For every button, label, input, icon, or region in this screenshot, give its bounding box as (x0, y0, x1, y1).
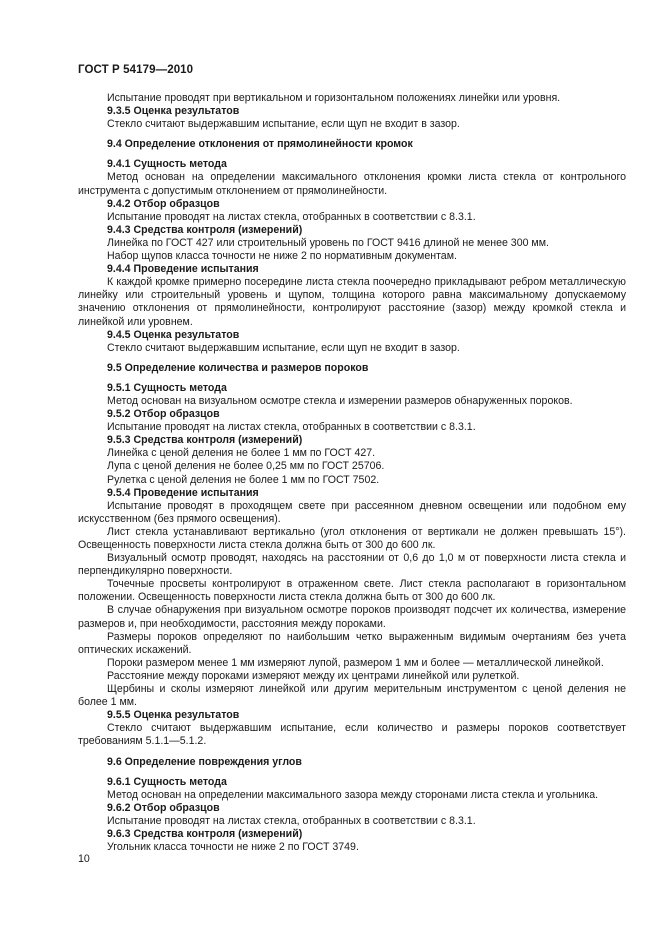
paragraph: Визуальный осмотр проводят, находясь на расстоянии от 0,6 до 1,0 м от поверхности листа стекла и перпендикулярно поверхности. (78, 552, 626, 578)
section-heading: 9.5 Определение количества и размеров пороков (107, 361, 369, 374)
paragraph: Испытание проводят на листах стекла, отобранных в соответствии с 8.3.1. (107, 210, 476, 223)
paragraph: Рулетка с ценой деления не более 1 мм по ГОСТ 7502. (107, 473, 380, 486)
section-heading: 9.4.3 Средства контроля (измерений) (107, 223, 303, 236)
paragraph: Испытание проводят на листах стекла, отобранных в соответствии с 8.3.1. (107, 421, 476, 434)
section-heading: 9.5.1 Сущность метода (107, 381, 227, 394)
section-heading: 9.5.3 Средства контроля (измерений) (107, 434, 303, 447)
paragraph: Расстояние между пороками измеряют между их центрами линейкой или рулеткой. (107, 669, 520, 682)
paragraph: Лупа с ценой деления не более 0,25 мм по ГОСТ 25706. (107, 460, 385, 473)
section-heading: 9.6.2 Отбор образцов (107, 801, 220, 814)
document-body (78, 92, 626, 854)
section-heading: 9.5.4 Проведение испытания (107, 486, 259, 499)
paragraph: Испытание проводят при вертикальном и горизонтальном положениях линейки или уровня. (107, 92, 561, 104)
document-header: ГОСТ Р 54179—2010 (78, 64, 194, 76)
section-heading: 9.5.2 Отбор образцов (107, 408, 220, 421)
paragraph: Стекло считают выдержавшим испытание, если количество и размеры пороков соответствует требованиям 5.1.1—5.1.2. (78, 722, 626, 748)
paragraph: Щербины и сколы измеряют линейкой или другим мерительным инструментом с ценой деления не более 1 мм. (78, 683, 626, 709)
page-number: 10 (78, 853, 90, 865)
section-heading: 9.4.5 Оценка результатов (107, 328, 240, 341)
paragraph: Точечные просветы контролируют в отраженном свете. Лист стекла располагают в горизонтальном положении. Освещенность поверхности листа стекла должна быть от 300 до 600 лк. (78, 578, 626, 604)
section-heading: 9.4 Определение отклонения от прямолинейности кромок (107, 138, 413, 151)
section-heading: 9.6.1 Сущность метода (107, 775, 227, 788)
paragraph: Угольник класса точности не ниже 2 по ГОСТ 3749. (107, 841, 359, 854)
paragraph: Метод основан на определении максимального отклонения кромки листа стекла от контрольного инструмента с допустимым отклонением от прямолинейности. (78, 171, 626, 197)
section-heading: 9.5.5 Оценка результатов (107, 709, 240, 722)
paragraph: Линейка по ГОСТ 427 или строительный уровень по ГОСТ 9416 длиной не менее 300 мм. (107, 236, 549, 249)
paragraph: Метод основан на визуальном осмотре стекла и измерении размеров обнаруженных пороков. (107, 394, 573, 407)
paragraph: Набор щупов класса точности не ниже 2 по нормативным документам. (107, 250, 457, 263)
section-heading: 9.6 Определение повреждения углов (107, 755, 302, 768)
paragraph: К каждой кромке примерно посередине листа стекла поочередно прикладывают ребром металлическую линейку или строительный уровень и щупом, толщина которого равна максимальному допускаемому значению отклонения от прямолинейности, контролируют расстояние (зазор) между кромкой стекла и линейкой или уровнем. (78, 276, 626, 328)
paragraph: Размеры пороков определяют по наибольшим четко выраженным видимым очертаниям без учета оптических искажений. (78, 630, 626, 656)
section-heading: 9.4.2 Отбор образцов (107, 197, 220, 210)
paragraph: Испытание проводят в проходящем свете при рассеянном дневном освещении или подобном ему искусственном (без прямого освещения). (78, 499, 626, 525)
paragraph: Стекло считают выдержавшим испытание, если щуп не входит в зазор. (107, 341, 460, 354)
section-heading: 9.4.4 Проведение испытания (107, 263, 259, 276)
section-heading: 9.3.5 Оценка результатов (107, 105, 240, 118)
paragraph: Испытание проводят на листах стекла, отобранных в соответствии с 8.3.1. (107, 814, 476, 827)
paragraph: Пороки размером менее 1 мм измеряют лупой, размером 1 мм и более — металлической линейкой. (107, 656, 604, 669)
paragraph: Линейка с ценой деления не более 1 мм по ГОСТ 427. (107, 447, 376, 460)
paragraph: Метод основан на определении максимального зазора между сторонами листа стекла и угольника. (107, 788, 599, 801)
section-heading: 9.4.1 Сущность метода (107, 158, 227, 171)
paragraph: Стекло считают выдержавшим испытание, если щуп не входит в зазор. (107, 118, 460, 131)
paragraph: Лист стекла устанавливают вертикально (угол отклонения от вертикали не должен превышать 15°). Освещенность поверхности листа стекла должна быть от 300 до 600 лк. (78, 525, 626, 551)
section-heading: 9.6.3 Средства контроля (измерений) (107, 827, 303, 840)
paragraph: В случае обнаружения при визуальном осмотре пороков производят подсчет их количества, измерение размеров и, при необходимости, расстояния между пороками. (78, 604, 626, 630)
